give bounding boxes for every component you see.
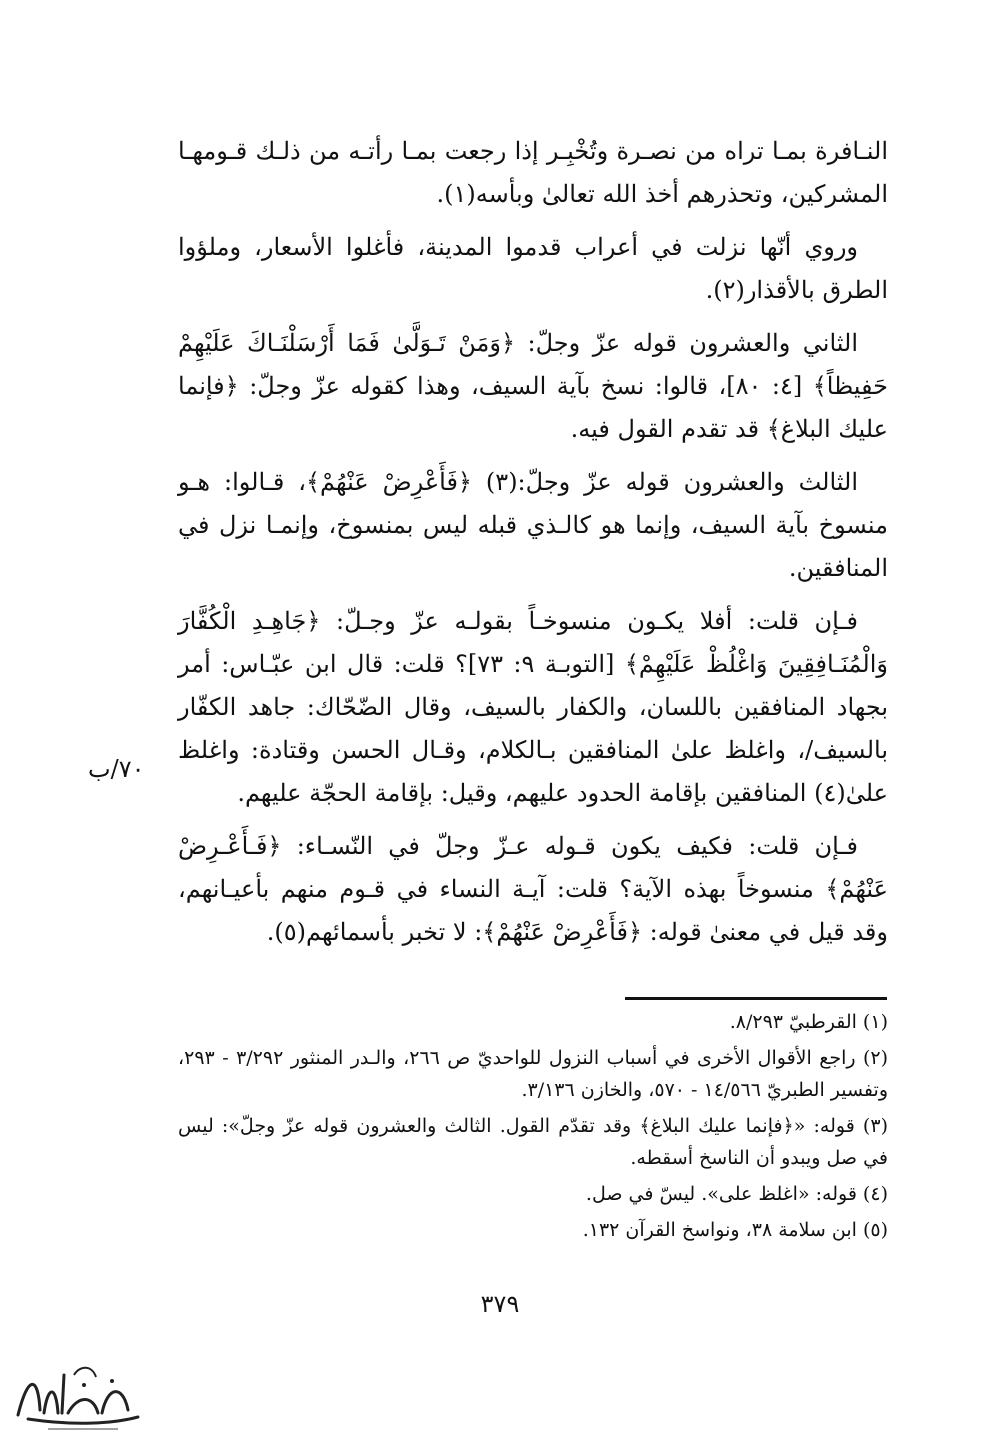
calligraphy-logo <box>8 1355 148 1435</box>
footnotes <box>178 1006 888 1250</box>
paragraph-6: فـإن قلت: فكيف يكون قـوله عـزّ وجلّ في النّسـاء: ﴿فَـأَعْـرِضْ عَنْهُمْ﴾ منسوخاً بهذه الآية؟ قلت: آيـة النساء في قـوم منهم بأعيـانهم، وقد قيل في معنىٰ قوله: ﴿فَأَعْرِضْ عَنْهُمْ﴾: لا تخبر بأسمائهم(٥). <box>178 832 888 946</box>
paragraph-3: الثاني والعشرون قوله عزّ وجلّ: ﴿وَمَنْ تَـوَلَّىٰ فَمَا أَرْسَلْنَـاكَ عَلَيْهِمْ حَفِيظاً﴾ [٤: ٨٠]، قالوا: نسخ بآية السيف، وهذا كقوله عزّ وجلّ: ﴿فإنما عليك البلاغ﴾ قد تقدم القول فيه. <box>178 329 889 443</box>
paragraph-4: الثالث والعشرون قوله عزّ وجلّ:(٣) ﴿فَأَعْرِضْ عَنْهُمْ﴾، قـالوا: هـو منسوخ بآية السيف، وإنما هو كالـذي قبله ليس بمنسوخ، وإنمـا نزل في المنافقين. <box>178 468 888 582</box>
footnote-2: (٢) راجع الأقوال الأخرى في أسباب النزول للواحديّ ص ٢٦٦، والـدر المنثور ٣/٢٩٢ - ٢٩٣، وتفسير الطبريّ ١٤/٥٦٦ - ٥٧٠، والخازن ٣/١٣٦. <box>178 1047 889 1101</box>
manuscript-folio-note: ٧٠/ب <box>88 755 145 783</box>
main-text <box>178 130 888 964</box>
page-number: ٣٧٩ <box>480 1290 520 1318</box>
paragraph-2: وروي أنّها نزلت في أعراب قدموا المدينة، فأغلوا الأسعار، وملؤوا الطرق بالأقذار(٢). <box>178 233 888 304</box>
footnote-4: (٤) قوله: «اغلظ على». ليسّ في صل. <box>585 1183 888 1205</box>
paragraph-1: النـافرة بمـا تراه من نصـرة وتُخْبِـر إذا رجعت بمـا رأتـه من ذلـك قـومهـا المشركين، وتحذرهم أخذ الله تعالىٰ وبأسه(١). <box>178 137 888 208</box>
paragraph-5: فـإن قلت: أفلا يكـون منسوخـاً بقولـه عزّ وجـلّ: ﴿جَاهِـدِ الْكُفَّارَ وَالْمُنَـافِقِينَ وَاغْلُظْ عَلَيْهِمْ﴾ [التوبـة ٩: ٧٣]؟ قلت: قال ابن عبّـاس: أمر بجهاد المنافقين باللسان، والكفار بالسيف، وقال الضّحّاك: جاهد الكفّار بالسيف/، واغلظ علىٰ المنافقين بـالكلام، وقـال الحسن وقتادة: واغلظ علىٰ(٤) المنافقين بإقامة الحدود عليهم، وقيل: بإقامة الحجّة عليهم. <box>178 607 889 807</box>
footnote-3: (٣) قوله: «﴿فإنما عليك البلاغ﴾ وقد تقدّم القول. الثالث والعشرون قوله عزّ وجلّ»: ليس في صل ويبدو أن الناسخ أسقطه. <box>178 1115 888 1169</box>
footnote-separator <box>625 997 887 1000</box>
footnote-5: (٥) ابن سلامة ٣٨، ونواسخ القرآن ١٣٢. <box>582 1219 888 1241</box>
footnote-1: (١) القرطبيّ ٨/٢٩٣. <box>729 1011 888 1033</box>
